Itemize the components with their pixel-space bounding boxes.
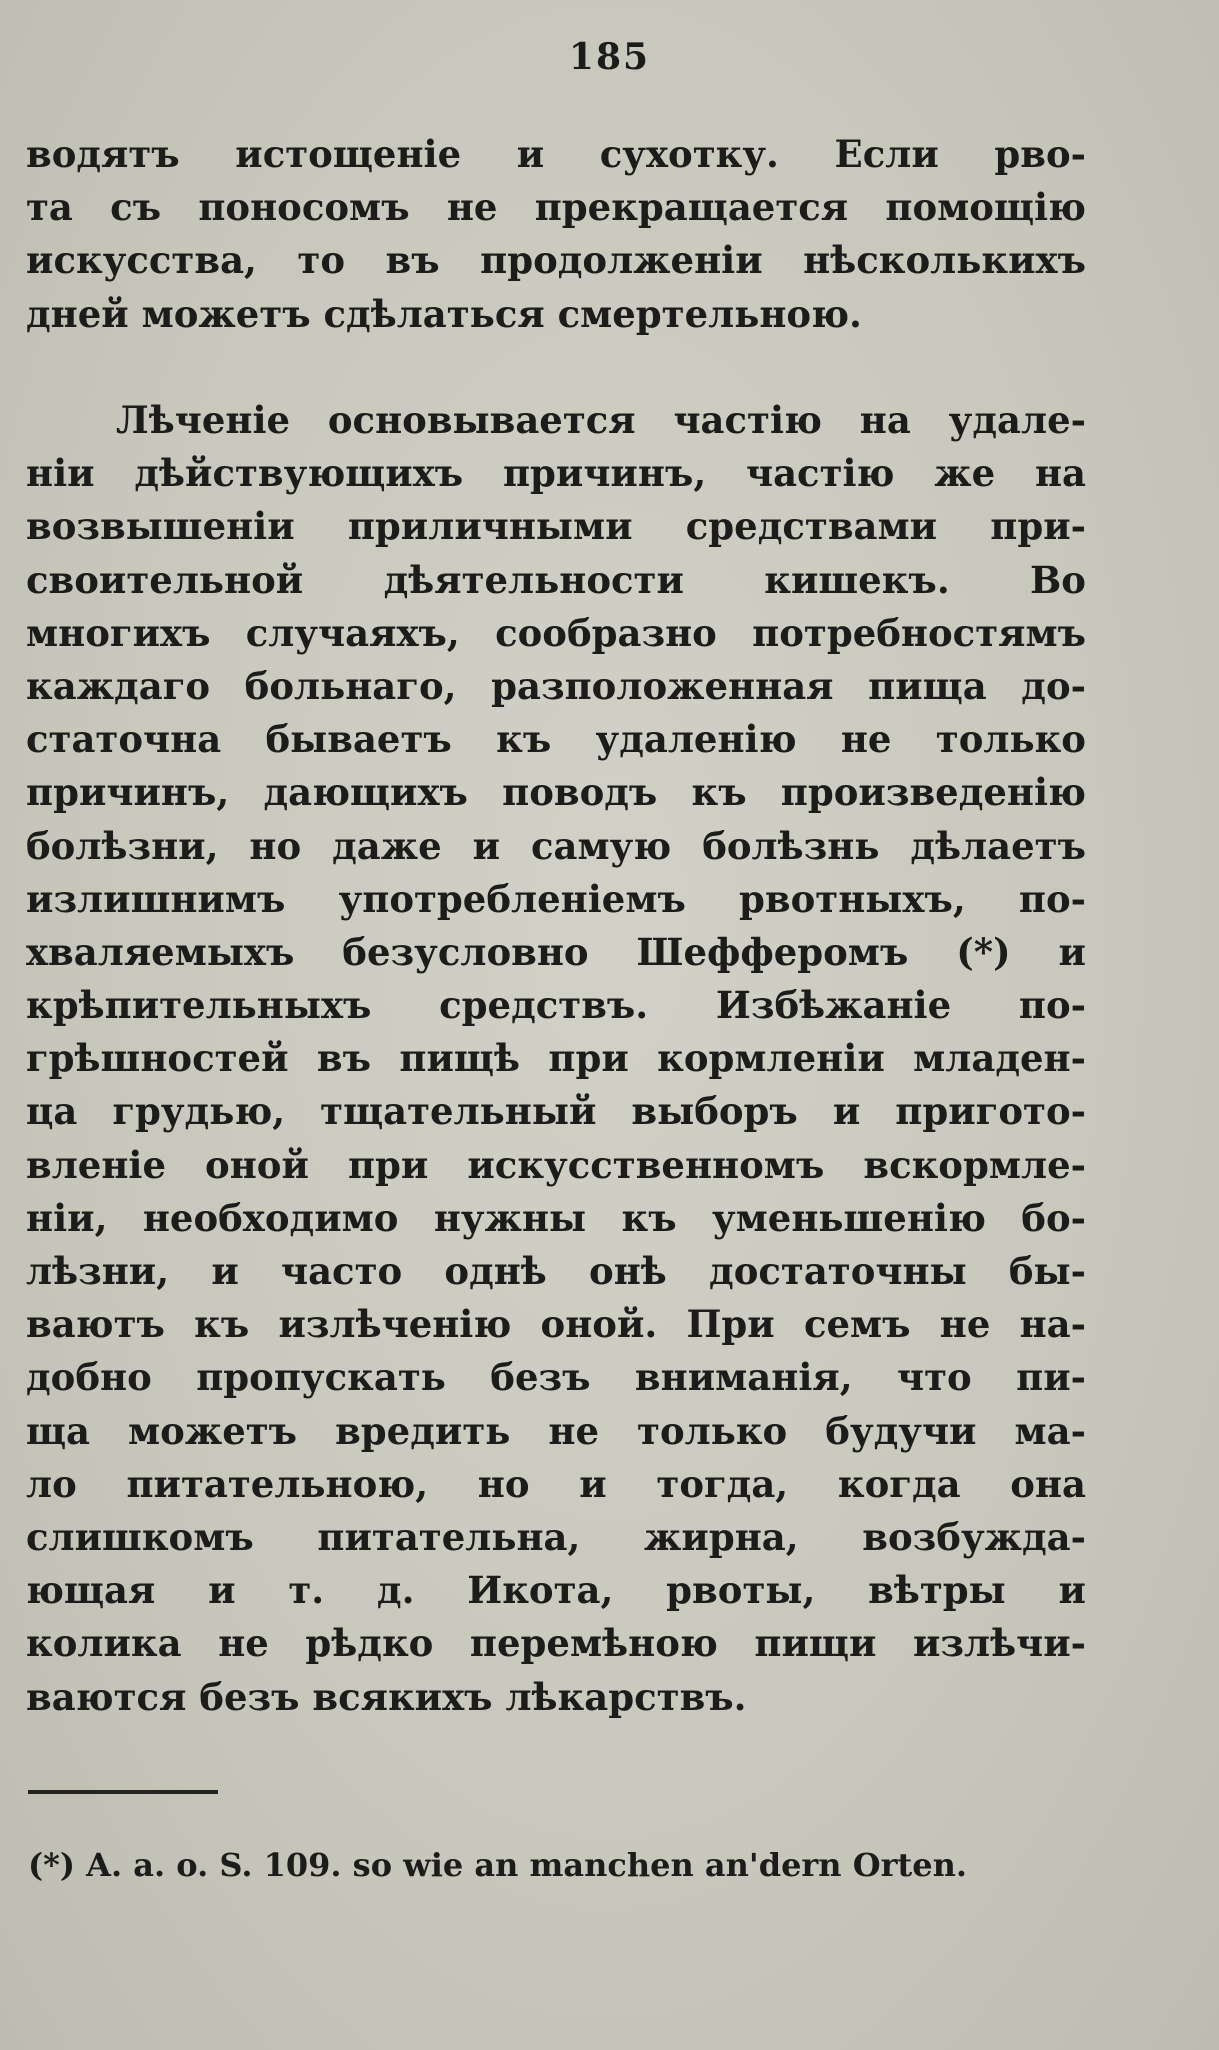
- text-line: колика не рѣдко перемѣною пищи излѣчи-: [26, 1621, 1086, 1666]
- text-line: ща можетъ вредить не только будучи ма-: [26, 1408, 1086, 1453]
- text-line: ло питательною, но и тогда, когда она: [26, 1461, 1086, 1506]
- text-line: грѣшностей въ пищѣ при кормленіи младен-: [26, 1036, 1086, 1081]
- text-line: причинъ, дающихъ поводъ къ произведенію: [26, 770, 1086, 815]
- text-line: возвышеніи приличными средствами при-: [26, 504, 1086, 549]
- text-line: ющая и т. д. Икота, рвоты, вѣтры и: [26, 1568, 1086, 1613]
- text-line: искусства, то въ продолженіи нѣсколькихъ: [26, 238, 1086, 283]
- text-line: водятъ истощеніе и сухотку. Если рво-: [26, 132, 1086, 176]
- text-line: ваютъ къ излѣченію оной. При семъ не на-: [26, 1302, 1086, 1347]
- text-line: хваляемыхъ безусловно Шефферомъ (*) и: [26, 929, 1086, 974]
- text-line: многихъ случаяхъ, сообразно потребностямъ: [26, 610, 1086, 655]
- text-line: ца грудью, тщательный выборъ и пригото-: [26, 1089, 1086, 1134]
- text-line: своительной дѣятельности кишекъ. Во: [26, 557, 1086, 602]
- text-line: слишкомъ питательна, жирна, возбужда-: [26, 1514, 1086, 1559]
- text-line: вленіе оной при искусственномъ вскормле-: [26, 1142, 1086, 1187]
- paragraph-continuation: [26, 128, 1086, 341]
- text-line: ваются безъ всякихъ лѣкарствъ.: [26, 1674, 747, 1719]
- text-line: ніи дѣйствующихъ причинъ, частію же на: [26, 451, 1086, 496]
- paragraph-treatment: [26, 394, 1086, 1724]
- text-line: ніи, необходимо нужны къ уменьшенію бо-: [26, 1195, 1086, 1240]
- text-line: статочна бываетъ къ удаленію не только: [26, 717, 1086, 762]
- footnote-divider: [28, 1790, 218, 1794]
- text-line: дней можетъ сдѣлаться смертельною.: [26, 291, 862, 336]
- text-line: крѣпительныхъ средствъ. Избѣжаніе по-: [26, 983, 1086, 1028]
- text-line: добно пропускать безъ вниманія, что пи-: [26, 1355, 1086, 1400]
- text-line: каждаго больнаго, разположенная пища до-: [26, 663, 1086, 708]
- footnote: (*) A. a. o. S. 109. so wie an manchen an'dern Orten.: [28, 1846, 967, 1884]
- text-line: лѣзни, и часто однѣ онѣ достаточны бы-: [26, 1249, 1086, 1293]
- text-line: излишнимъ употребленіемъ рвотныхъ, по-: [26, 876, 1086, 921]
- text-line: Лѣченіе основывается частію на удале-: [116, 398, 1086, 442]
- page-number: 185: [568, 36, 651, 78]
- text-line: болѣзни, но даже и самую болѣзнь дѣлаетъ: [26, 823, 1086, 868]
- text-line: та съ поносомъ не прекращается помощію: [26, 185, 1086, 230]
